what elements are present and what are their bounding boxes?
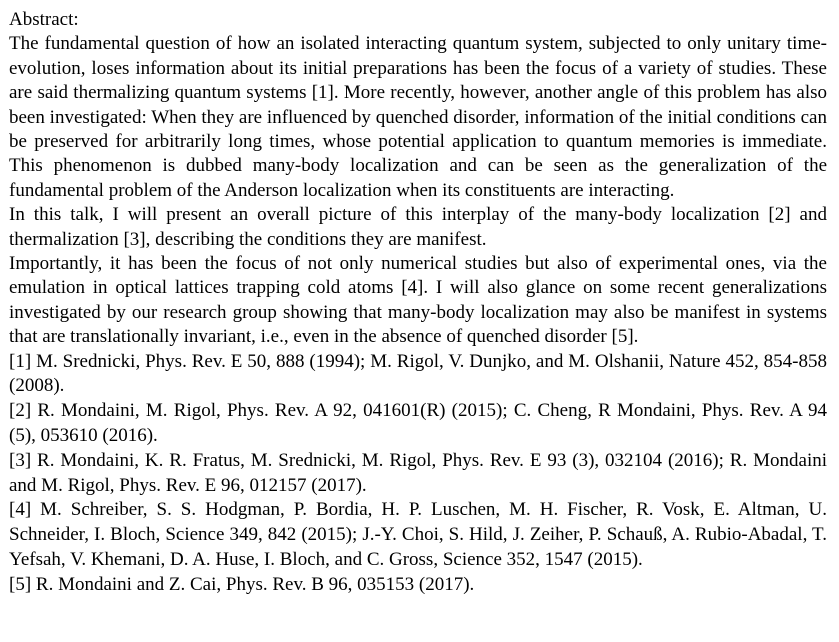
abstract-paragraph-2: In this talk, I will present an overall picture of this interplay of the many-body localization [2] and thermalization [3], describing the conditions they are manifest. xyxy=(9,204,827,250)
reference-list xyxy=(9,350,827,598)
reference-3: [3] R. Mondaini, K. R. Fratus, M. Srednicki, M. Rigol, Phys. Rev. E 93 (3), 032104 (2016); R. Mondaini and M. Rigol, Phys. Rev. E 96, 012157 (2017). xyxy=(9,449,827,496)
abstract-paragraph-3: Importantly, it has been the focus of not only numerical studies but also of experimental ones, via the emulation in optical lattices trapping cold atoms [4]. I will also glance on some recent generalizations investigated by our research group showing that many-body localization may also be manifest in systems that are translationally invariant, i.e., even in the absence of quenched disorder [5]. xyxy=(9,253,827,348)
reference-5: [5] R. Mondaini and Z. Cai, Phys. Rev. B 96, 035153 (2017). xyxy=(9,573,475,595)
reference-2: [2] R. Mondaini, M. Rigol, Phys. Rev. A 92, 041601(R) (2015); C. Cheng, R Mondaini, Phys. Rev. A 94 (5), 053610 (2016). xyxy=(9,400,827,447)
abstract-paragraph-1: The fundamental question of how an isolated interacting quantum system, subjected to only unitary time-evolution, loses information about its initial preparations has been the focus of a variety of studies. These are said thermalizing quantum systems [1]. More recently, however, another angle of this problem has also been investigated: When they are influenced by quenched disorder, information of the initial conditions can be preserved for arbitrarily long times, whose potential application to quantum memories is immediate. This phenomenon is dubbed many-body localization and can be seen as the generalization of the fundamental problem of the Anderson localization when its constituents are interacting. xyxy=(9,33,827,201)
reference-1: [1] M. Srednicki, Phys. Rev. E 50, 888 (1994); M. Rigol, V. Dunjko, and M. Olshanii, Nature 452, 854-858 (2008). xyxy=(9,350,827,397)
abstract-heading: Abstract: xyxy=(9,9,79,30)
reference-4: [4] M. Schreiber, S. S. Hodgman, P. Bordia, H. P. Luschen, M. H. Fischer, R. Vosk, E. Altman, U. Schneider, I. Bloch, Science 349, 842 (2015); J.-Y. Choi, S. Hild, J. Zeiher, P. Schauß, A. Rubio-Abadal, T. Yefsah, V. Khemani, D. A. Huse, I. Bloch, and C. Gross, Science 352, 1547 (2015). xyxy=(9,499,827,571)
